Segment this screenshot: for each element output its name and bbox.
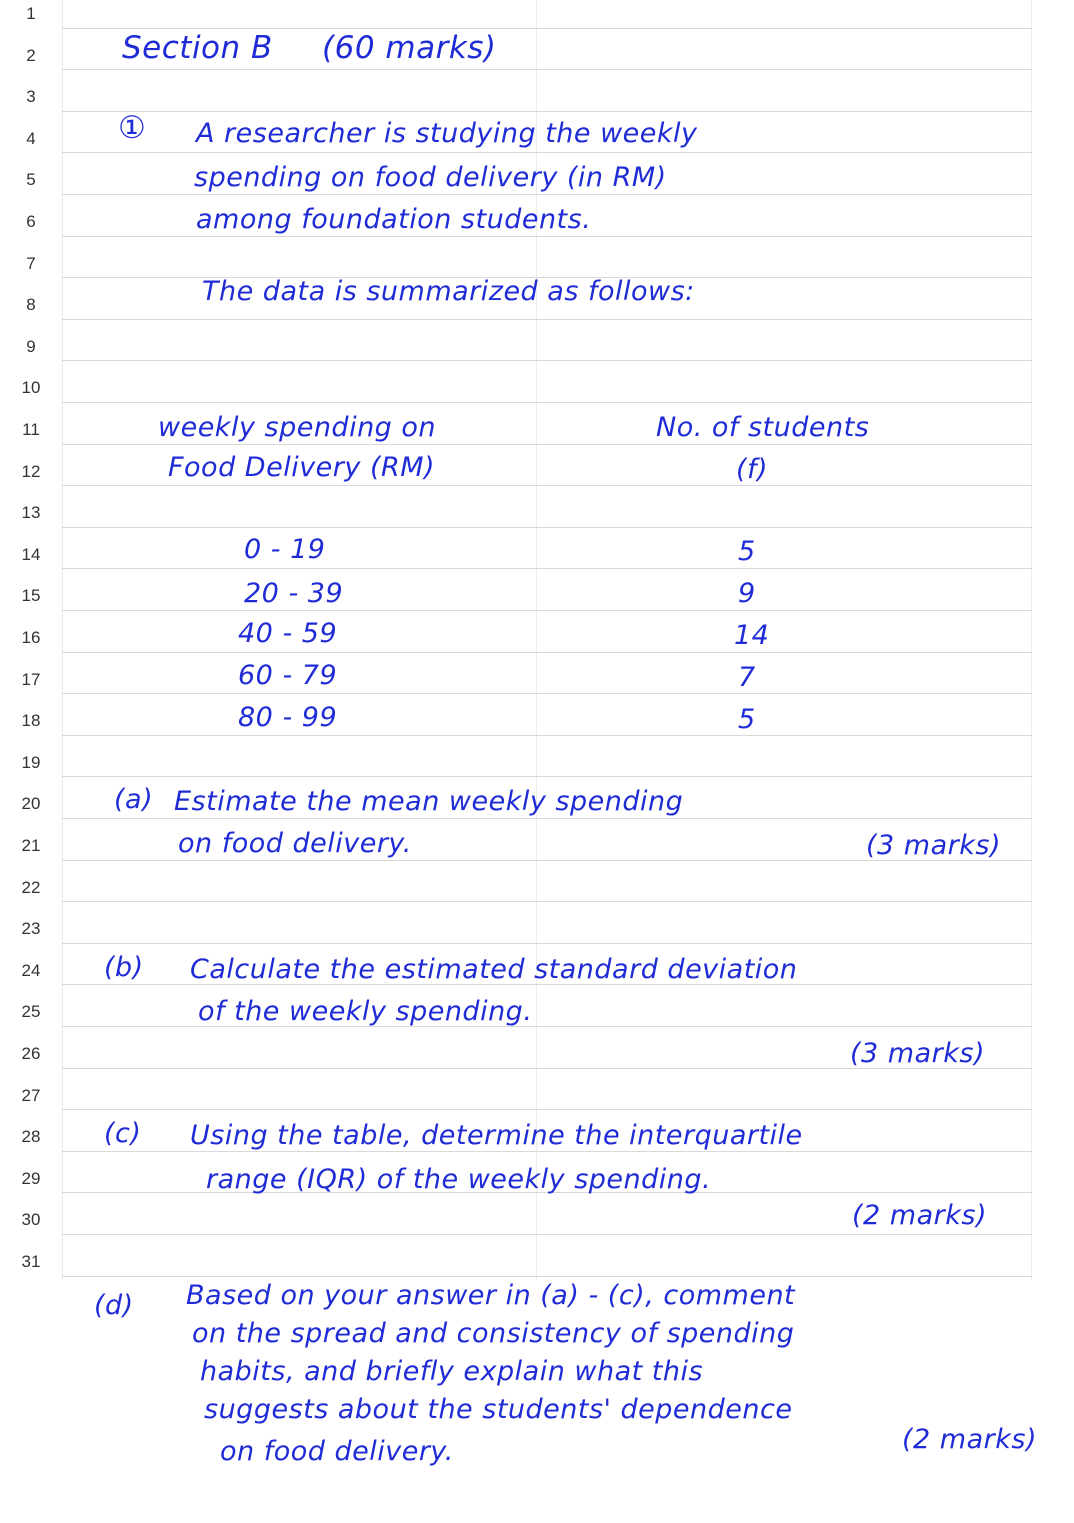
row-number: 7 (26, 253, 36, 273)
ruled-line (62, 402, 1032, 403)
ruled-line (62, 776, 1032, 777)
class-interval: 60 - 79 (238, 660, 338, 691)
row-number: 9 (26, 336, 36, 356)
row-number: 14 (21, 544, 41, 564)
part-b-text: of the weekly spending. (198, 996, 533, 1027)
part-c-marks: (2 marks) (852, 1200, 987, 1231)
frequency-value: 5 (738, 536, 756, 567)
row-number: 4 (26, 128, 36, 148)
summary-line: The data is summarized as follows: (202, 276, 695, 307)
row-number: 21 (21, 836, 41, 855)
frequency-value: 14 (734, 620, 770, 651)
part-a-label: (a) (114, 784, 154, 815)
row-number: 2 (26, 45, 36, 65)
ruled-line (62, 652, 1032, 653)
row-number: 18 (21, 711, 41, 731)
row-number: 6 (26, 212, 36, 231)
ruled-line (62, 1276, 1032, 1277)
ruled-line (62, 319, 1032, 320)
ruled-line (62, 444, 1032, 445)
part-c-label: (c) (104, 1118, 142, 1149)
row-number: 11 (22, 420, 40, 439)
row-number: 31 (21, 1252, 41, 1271)
row-number: 28 (21, 1127, 41, 1147)
part-c-text: Using the table, determine the interquartile (190, 1120, 803, 1151)
frequency-value: 7 (738, 662, 756, 693)
intro-line: A researcher is studying the weekly (196, 118, 698, 149)
row-number: 3 (26, 87, 36, 107)
part-b-marks: (3 marks) (850, 1038, 985, 1069)
table-header-students: No. of students (656, 412, 870, 443)
row-number: 1 (26, 4, 36, 23)
part-d-text: suggests about the students' dependence (204, 1394, 793, 1425)
part-d-text: Based on your answer in (a) - (c), comment (186, 1280, 796, 1311)
table-header-students: (f) (736, 454, 769, 485)
ruled-line (62, 693, 1032, 694)
part-a-text: on food delivery. (178, 828, 412, 859)
class-interval: 80 - 99 (238, 702, 338, 733)
ruled-line (62, 610, 1032, 611)
part-d-text: on food delivery. (220, 1436, 454, 1467)
table-header-spending: weekly spending on (158, 412, 437, 443)
row-number: 27 (21, 1085, 41, 1105)
ruled-line (62, 943, 1032, 944)
frequency-value: 5 (738, 704, 756, 735)
row-number: 22 (21, 877, 41, 897)
row-number: 24 (21, 960, 41, 980)
row-number: 30 (21, 1210, 41, 1230)
ruled-line (62, 1234, 1032, 1235)
section-title: Section B (122, 30, 273, 66)
row-number: 23 (21, 919, 41, 939)
part-d-marks: (2 marks) (902, 1424, 1037, 1455)
table-header-spending: Food Delivery (RM) (168, 452, 436, 483)
ruled-line (62, 194, 1032, 195)
ruled-line (62, 568, 1032, 569)
ruled-line (62, 527, 1032, 528)
row-number: 5 (26, 170, 36, 190)
row-number: 10 (21, 378, 41, 398)
class-interval: 20 - 39 (244, 578, 344, 609)
row-number: 26 (21, 1044, 41, 1063)
row-number: 13 (21, 503, 41, 523)
class-interval: 0 - 19 (244, 534, 326, 565)
part-b-label: (b) (104, 952, 144, 983)
row-number: 25 (21, 1002, 41, 1022)
ruled-line (62, 28, 1032, 29)
frequency-value: 9 (738, 578, 756, 609)
intro-line: among foundation students. (196, 204, 592, 235)
ruled-line (62, 901, 1032, 902)
row-number: 19 (21, 752, 41, 772)
section-marks: (60 marks) (322, 30, 497, 66)
intro-line: spending on food delivery (in RM) (194, 162, 667, 193)
ruled-line (62, 735, 1032, 736)
class-interval: 40 - 59 (238, 618, 338, 649)
column-divider (1031, 0, 1032, 1280)
ruled-line (62, 236, 1032, 237)
row-number: 16 (21, 628, 41, 647)
part-b-text: Calculate the estimated standard deviation (190, 954, 798, 985)
row-number: 29 (21, 1168, 41, 1188)
ruled-line (62, 360, 1032, 361)
row-number: 17 (21, 669, 41, 689)
part-d-text: habits, and briefly explain what this (200, 1356, 704, 1387)
row-number: 8 (26, 295, 36, 315)
question-number: ① (118, 110, 147, 146)
part-a-text: Estimate the mean weekly spending (174, 786, 684, 817)
part-d-label: (d) (94, 1290, 134, 1321)
row-number: 12 (21, 461, 41, 481)
ruled-line (62, 1109, 1032, 1110)
column-divider (62, 0, 63, 1280)
row-number: 20 (21, 794, 41, 814)
ruled-line (62, 111, 1032, 112)
part-c-text: range (IQR) of the weekly spending. (206, 1164, 712, 1195)
ruled-line (62, 69, 1032, 70)
part-d-text: on the spread and consistency of spending (192, 1318, 795, 1349)
ruled-line (62, 152, 1032, 153)
part-a-marks: (3 marks) (866, 830, 1001, 861)
row-number: 15 (21, 586, 41, 606)
ruled-line (62, 485, 1032, 486)
ruled-line (62, 818, 1032, 819)
